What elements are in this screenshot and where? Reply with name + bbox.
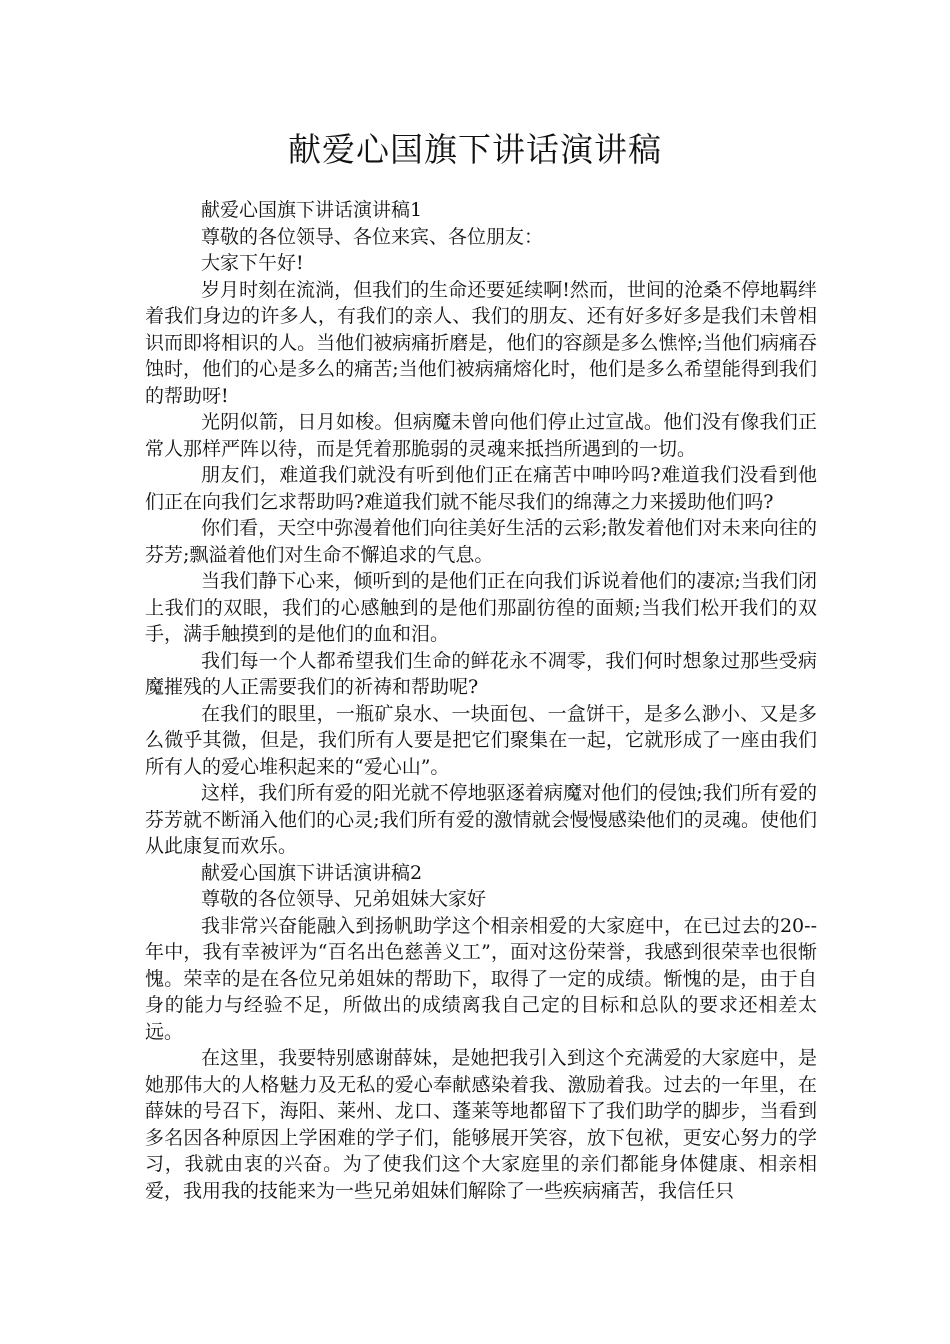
- body-paragraph: 在这里，我要特别感谢薛妹，是她把我引入到这个充满爱的大家庭中，是她那伟大的人格魅力及无私的爱心奉献感染着我、激励着我。过去的一年里，在薛妹的号召下，海阳、莱州、龙口、蓬莱等地都留下了我们助学的脚步，当看到多名因各种原因上学困难的学子们，能够展开笑容，放下包袱，更安心努力的学习，我就由衷的兴奋。为了使我们这个大家庭里的亲们都能身体健康、相亲相爱，我用我的技能来为一些兄弟姐妹们解除了一些疾病痛苦，我信任只: [145, 1047, 817, 1202]
- body-paragraph: 我们每一个人都希望我们生命的鲜花永不凋零，我们何时想象过那些受病魔摧残的人正需要我们的祈祷和帮助呢?: [145, 649, 817, 698]
- greeting-paragraph: 大家下午好!: [201, 252, 304, 274]
- body-paragraph: 这样，我们所有爱的阳光就不停地驱逐着病魔对他们的侵蚀;我们所有爱的芬芳就不断涌入他们的心灵;我们所有爱的激情就会慢慢感染他们的灵魂。使他们从此康复而欢乐。: [145, 782, 817, 857]
- body-paragraph: 岁月时刻在流淌，但我们的生命还要延续啊!然而，世间的沧桑不停地羁绊着我们身边的许多人，有我们的亲人、我们的朋友、还有好多好多是我们未曾相识而即将相识的人。当他们被病痛折磨是，他们的容颜是多么憔悴;当他们病痛吞蚀时，他们的心是多么的痛苦;当他们被病痛熔化时，他们是多么希望能得到我们的帮助呀!: [145, 278, 817, 407]
- body-paragraph: 光阴似箭，日月如梭。但病魔未曾向他们停止过宣战。他们没有像我们正常人那样严阵以待，而是凭着那脆弱的灵魂来抵挡所遇到的一切。: [145, 411, 817, 460]
- document-title: 献爱心国旗下讲话演讲稿: [288, 130, 662, 169]
- salutation-paragraph: 尊敬的各位领导、各位来宾、各位朋友：: [201, 225, 544, 248]
- body-paragraph: 当我们静下心来，倾听到的是他们正在向我们诉说着他们的凄凉;当我们闭上我们的双眼，我们的心感触到的是他们那副彷徨的面颊;当我们松开我们的双手，满手触摸到的是他们的血和泪。: [145, 570, 817, 645]
- body-paragraph: 在我们的眼里，一瓶矿泉水、一块面包、一盒饼干，是多么渺小、又是多么微乎其微，但是，我们所有人要是把它们聚集在一起，它就形成了一座由我们所有人的爱心堆积起来的“爱心山”。: [145, 702, 817, 778]
- section-heading-1: 献爱心国旗下讲话演讲稿1: [201, 199, 423, 221]
- body-paragraph: 你们看，天空中弥漫着他们向往美好生活的云彩;散发着他们对未来向往的芬芳;飘溢着他们对生命不懈追求的气息。: [145, 517, 817, 566]
- salutation-paragraph: 尊敬的各位领导、兄弟姐妹大家好: [201, 888, 487, 910]
- body-paragraph: 我非常兴奋能融入到扬帆助学这个相亲相爱的大家庭中，在已过去的20--年中，我有幸被评为“百名出色慈善义工”，面对这份荣誉，我感到很荣幸也很惭愧。荣幸的是在各位兄弟姐妹的帮助下，取得了一定的成绩。惭愧的是，由于自身的能力与经验不足，所做出的成绩离我自己定的目标和总队的要求还相差太远。: [145, 914, 817, 1043]
- document-body: [145, 197, 817, 1204]
- section-heading-2: 献爱心国旗下讲话演讲稿2: [201, 861, 423, 884]
- body-paragraph: 朋友们，难道我们就没有听到他们正在痛苦中呻吟吗?难道我们没看到他们正在向我们乞求帮助吗?难道我们就不能尽我们的绵薄之力来援助他们吗?: [145, 464, 817, 513]
